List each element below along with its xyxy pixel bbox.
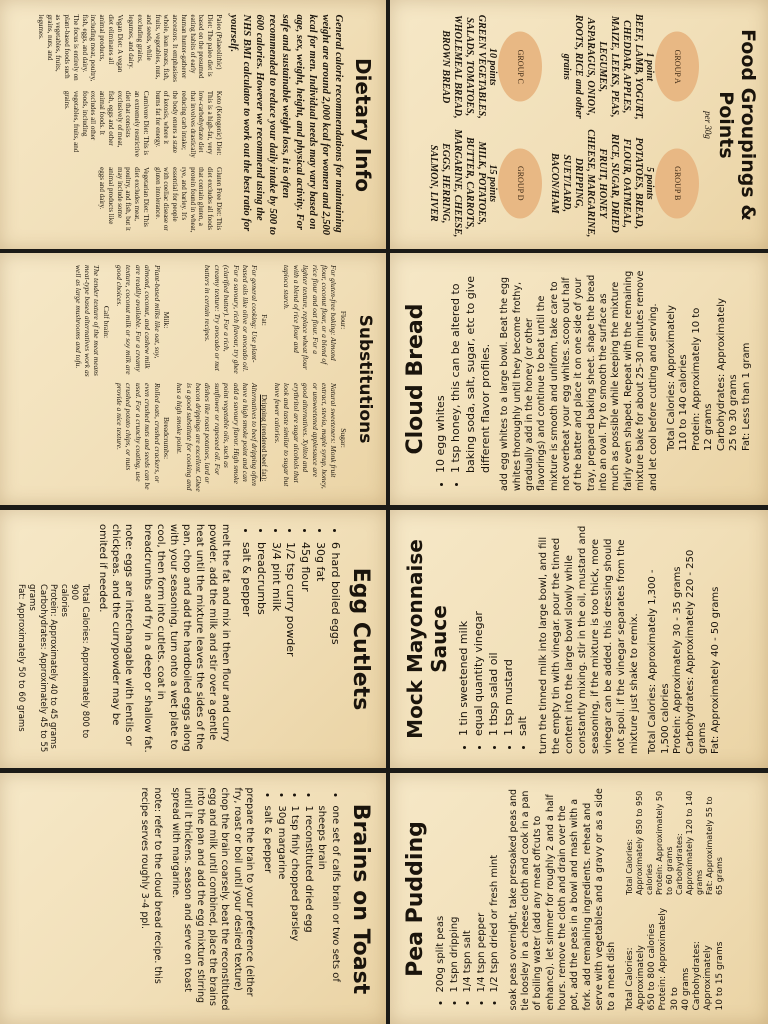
card-egg-cutlets — [0, 510, 386, 768]
diet-vegetarian: Vegetarian Diet: This diet excludes meat, poultry, and fish, but it may include some animal products like eggs and dairy. — [98, 166, 150, 231]
ingredient-item: • 1 tsp honey, this can be altered to baking soda, salt, sugar, etc to give different flavor profiles. — [449, 267, 494, 473]
nutrition-line: Carbohydrates: Approximately 45 to 55 — [37, 584, 48, 753]
mock-mayonnaise-nutrition — [647, 524, 722, 754]
pea-pudding-nutrition — [625, 903, 726, 1011]
diet-col-3 — [36, 167, 223, 235]
group-b-badge: GROUP B — [655, 148, 699, 218]
pea-pudding-nutrition-row — [625, 787, 726, 1010]
subs-dripping-heading: Dripping (rendered beef fat): — [259, 394, 269, 482]
subs-dripping — [175, 383, 269, 493]
ingredient-item: • 10 egg whites — [434, 267, 449, 473]
brains-on-toast-content — [3, 775, 383, 1022]
subs-breadcrumbs-text: Rolled oats, crushed crackers, or even crushed nuts and seeds can be used. For a crunchy coating, use crushed potato chips, or nuts provide a nice texture. — [115, 383, 162, 490]
ingredient-item: • 45g flour — [297, 542, 312, 754]
brains-on-toast-ingredients — [261, 805, 342, 1010]
subs-fat-text: For general cooking: Use plant-based oils like olive or avocado oil. For a savoury, rich flavour, try ghee (clarified butter). For a rich, creamy texture: Try avocado or nut butters in certain recipes. — [203, 265, 260, 374]
nutrition-line: 110 to 140 calories — [678, 354, 690, 451]
brains-on-toast-note: note: refer to the cloud bread recipe. this recipe serves roughly 3-4 ppl. — [139, 787, 163, 984]
group-d — [427, 129, 542, 238]
diet-keto: Keto (Ketogenic) Diet: This is a high-fat, very low-carbohydrate diet that involves drastically reducing carb intake; the body enters a state of ketosis, where it burns fat for energy. — [153, 90, 223, 158]
group-a-points: 1 point — [644, 51, 655, 81]
cloud-bread-nutrition — [666, 267, 754, 491]
nutrition-line: Carbohydrates: Approximately — [715, 298, 727, 451]
groups-row-2 — [427, 12, 542, 237]
food-groupings-title: Food Groupings & Points — [715, 28, 759, 221]
substitutions-content — [3, 255, 383, 503]
diet-carnivore: Carnivore Diet: This is an extremely restrictive diet that consists exclusively of meat, fish, eggs and other animal foods. It excludes all other foods, including vegetables, fruits, and grains. — [63, 90, 150, 157]
ingredient-item: • 1 tin sweetened milk — [457, 524, 472, 736]
subs-milk-heading: Milk: — [162, 311, 171, 329]
nutrition-line: grams — [697, 722, 709, 754]
egg-cutlets-ingredients — [238, 542, 342, 754]
ingredient-item: • 1 tspn dripping — [448, 787, 462, 992]
substitutions-title: Substitutions — [355, 314, 375, 444]
group-d-foods: MILK, POTATOES, BUTTER, CARROTS, MARGARINE, CHEESE, EGGS, HERRING, SALMON, LIVER — [428, 128, 487, 237]
ingredient-item: • 1 tbsp salad oil — [487, 524, 502, 736]
ingredient-item: • 1 tsp finly chopped parsley — [288, 805, 302, 1010]
nutrition-line: Total Calories: Approximately — [665, 305, 677, 451]
cloud-bread-ingredients — [434, 267, 493, 473]
nutrition-line: Protein: Approximately 30 - 35 grams — [672, 566, 684, 754]
nutrition-line: Fat: Approximately 55 to 65 grams — [704, 796, 724, 895]
cloud-bread-content — [393, 255, 765, 503]
diet-gluten: Gluten Free Diet: This diet excludes all foods that contain gluten, a protein found in wheat, rye, and barley. It's essential for people with coeliac disease or gluten intolerance. — [153, 166, 223, 232]
subs-calf-heading: Calf brain: — [101, 305, 111, 339]
nutrition-line: Total Calories: Approximately 850 to 950 — [624, 790, 644, 895]
nutrition-line: Carbohydrates: Approximately — [692, 940, 714, 1010]
egg-cutlets-nutrition — [16, 524, 90, 754]
subs-calf-text: The tender texture of the meat means meat-type based alternatives work as well as large mushrooms and tofu. — [73, 265, 102, 377]
egg-cutlets-content — [3, 512, 383, 766]
group-a-badge: GROUP A — [655, 31, 699, 101]
nutrition-line: Protein: Approximately 40 to 45 grams — [48, 584, 59, 749]
mock-mayonnaise-ingredients — [457, 524, 531, 736]
group-b-points: 5 points — [644, 166, 655, 199]
groups-row-1 — [548, 12, 699, 237]
subs-row-3 — [115, 265, 171, 493]
nutrition-line: calories — [58, 584, 69, 617]
diet-col-1 — [36, 14, 223, 82]
card-cloud-bread — [390, 253, 768, 505]
nutrition-line: 40 grams — [680, 967, 691, 1010]
nutrition-line: 1,500 calories — [659, 683, 671, 754]
ingredient-item: • 3/4 pint milk — [268, 542, 283, 754]
egg-cutlets-note: note: eggs are interchangable with lentils or chickpeas. and the currypowder may be omited if needed. — [97, 524, 135, 746]
pea-pudding-content — [393, 775, 765, 1022]
brains-on-toast-method: prepare the brain to your preference (either fry, roast or boil until your desired texture) chop the brain coarsely. beat the reconstituted egg and milk until combined, place the brains into the pan and add the egg mixture stirring until it thickens. season and serve on toast spread with margarine. — [169, 787, 255, 1010]
card-pea-pudding — [390, 773, 768, 1024]
diet-col-2 — [36, 90, 223, 158]
nutrition-line: Fat: Less than 1 gram — [740, 342, 752, 451]
nutrition-line: Total Calories: Approximately 1,300 - — [647, 569, 659, 754]
subs-milk — [115, 265, 171, 375]
dietary-intro: General calorie recommendations for maintaining weight are around 2,000 kcal for women and 2,500 kcal for men. Individual needs may vary based on age, sex, weight, height, and physical activity. For safe and sustainable weight loss, it is often recommended to reduce your daily intake by 500 to 600 calories. However we recommend using the NHS BMI calculator to work out the best ratio for yourself. — [228, 14, 344, 235]
subs-flour-heading: Flour: — [338, 310, 348, 330]
subs-breadcrumbs — [115, 383, 171, 493]
subs-dripping-text: Alternatives to beef dripping often have a high smoke point and can add a savoury flavor. High smoke point vegetable oils, such as sunflower or rapeseed oil. For dishes like roast potatoes, lard or bacon drippings are excellent. Ghee is a good substitute for cooking and has a high smoke point. — [175, 383, 260, 492]
mock-mayonnaise-method: turn the tinned milk into large bowl, and fill the empty tin with vinegar. pour the tinned content into the large bowl slowly while constantly mixing. stir in the oil, mustard and seasoning, if the mixture is too thick, more vinegar can be added. this dressing should not spoil. if the vinegar separates from the mixture just shake to remix. — [538, 525, 641, 754]
mock-mayonnaise-content — [393, 512, 765, 766]
group-c-badge: GROUP C — [498, 31, 542, 101]
dietary-info-content — [3, 2, 383, 247]
nutrition-line: 10 to 15 grams — [714, 941, 725, 1010]
nutrition-line: Fat: Approximately 40 - 50 grams — [709, 586, 721, 754]
subs-flour — [273, 265, 348, 375]
group-a — [548, 12, 699, 121]
ingredient-item: • 200g split peas — [434, 787, 448, 992]
card-substitutions — [0, 253, 386, 505]
ingredient-item: • 1/2 tsp curry powder — [283, 542, 298, 754]
pea-pudding-method: soak peas overnight, take presoaked peas and tie loosley in a cheese cloth and cook in a pan of boiling water (add any meat offcuts to enhance). let simmer for roughly 2 and a half hours. remove the cloth and drain over the pot, add the peas in a bowl and mash with a fork. add remaining ingredients. reheat and serve with vegetables and a gravy or as a side to a meat dish — [507, 787, 618, 1010]
group-c-foods: GREEN VEGETABLES, SALADS, TOMATOES, WHOLEMEAL BREAD, BROWN BREAD — [440, 14, 487, 119]
nutrition-line: Carbohydrates: Approximately 120 to 140 — [674, 790, 694, 895]
group-b-foods: POTATOES, BREAD, FLOUR, OATMEAL, RICE, SUGAR, DRIED FRUIT, HONEY CHEESE, MARGARINE, DRIPPING, SUET/LARD, BACON/HAM — [549, 128, 644, 237]
nutrition-line: 12 grams — [703, 403, 715, 451]
group-c-points: 10 points — [487, 47, 498, 85]
card-dietary-info — [0, 0, 386, 249]
ingredient-item: • 6 hard boiled eggs — [327, 542, 342, 754]
cloud-bread-method: add egg whites to a large bowl. Beat the egg whites thoroughly until they become frothy, gradually add in the honey (or other flavorings) and continue to beat until the mixture is smooth and uniform, take care to not overbeat your egg whites. scoop out half of the batter and place it on one side of your tray, prepared baking sheet. shape the bread into an oval. Try to smooth the surface as much as possible while keeping the mixture fairly even shaped. Repeat with the remaining mixture bake for about 25-30 minutes remove and let cool before cutting and serving. — [499, 270, 659, 491]
card-food-groupings — [390, 0, 768, 249]
ingredient-item: • one set of calfs brain or two sets of sheeps brain — [315, 805, 342, 1010]
diet-vegan: Vegan Diet: A vegan diet eliminates all animal products, including meat, poultry, fish, eggs, and dairy. The focus is entirely on plant-based foods such as vegetables, fruits, grains, nuts, and legumes. — [36, 14, 124, 81]
ingredient-item: • 30g margarine — [275, 805, 289, 1010]
egg-cutlets-title: Egg Cutlets — [348, 567, 373, 711]
ingredient-item: • 1/4 tspn salt — [461, 787, 475, 992]
nutrition-line: Protein: Approximately 30 to — [658, 907, 680, 1010]
ingredient-item: • equal quantity vinegar — [472, 524, 487, 736]
nutrition-line: Carbohydrates: Approximately 220 - 250 — [684, 549, 696, 754]
ingredient-item: • 1/4 tspn pepper — [475, 787, 489, 992]
subs-row-1 — [273, 265, 348, 493]
group-c — [427, 12, 542, 121]
nutrition-line: grams — [694, 869, 704, 895]
group-b — [548, 129, 699, 238]
brains-on-toast-title: Brains on Toast — [348, 803, 373, 994]
card-brains-on-toast — [0, 773, 386, 1024]
ingredient-item: • salt & pepper — [261, 805, 275, 1010]
ingredient-item: • salt & pepper — [238, 542, 253, 754]
group-d-points: 15 points — [487, 163, 498, 202]
nutrition-line: Protein: Approximately 10 to — [690, 307, 702, 451]
ingredient-item: • salt — [516, 524, 531, 736]
pea-pudding-title: Pea Pudding — [403, 820, 428, 977]
subs-fat — [175, 265, 269, 375]
card-mock-mayonnaise — [390, 510, 768, 768]
per-30g-label: per 30g — [703, 110, 713, 139]
subs-sugar-heading: Sugar: — [338, 428, 348, 448]
nutrition-line: 25 to 30 grams — [728, 374, 740, 451]
nutrition-line: Fat: Approximately 50 to 60 grams — [16, 584, 27, 732]
subs-flour-text: For gluten-free baking: Almond flour, coconut flour, or a blend of rice flour and oat flour. For a lighter texture, replace wheat flour with a blend of rice flour and tapioca starch. — [282, 265, 339, 370]
group-d-badge: GROUP D — [498, 148, 542, 218]
group-a-foods: BEEF, LAMB, YOGURT, CHEDDAR, APPLES, MAIZE, LEEKS, PEAS, LEGUMES, ASPARAGUS, ONION, ROOTS, RICE and other grains — [561, 13, 644, 120]
subs-row-2 — [175, 265, 269, 493]
brains-on-toast-nutrition — [625, 787, 726, 895]
subs-milk-text: Plant-based milks like oat, soy, almond, coconut, and cashew milk are readily available. For a creamy texture, coconut milk or soy milk are good choices. — [115, 265, 162, 375]
nutrition-line: Total Calories: Approximately 800 to 900 — [69, 584, 91, 739]
egg-cutlets-method: melt the fat and mix in then flour and curry powder. add the milk and stir over a gentle heat until the mixture leaves the sides of the pan, chop and add the hardboiled eggs along with your seasoning, turn onto a wet plate to cool, then form into cutlets. coat in breadcrumbs and fry in a deep or shallow fat. — [142, 524, 232, 753]
ingredient-item: • breadcrumbs — [253, 542, 268, 754]
subs-breadcrumbs-heading: Breadcrumbs: — [162, 416, 171, 460]
pea-pudding-ingredients — [434, 787, 502, 992]
subs-calf — [73, 265, 111, 379]
mock-mayonnaise-title: Mock Mayonnaise Sauce — [403, 539, 451, 739]
nutrition-line: grams — [26, 584, 37, 611]
ingredient-item: • 1 tsp mustard — [502, 524, 517, 736]
diet-paleo: Paleo (Palaeolithic) Diet: The paleo diet is based on the presumed eating habits of early human hunter-gatherer ancestors. It emphasises whole, lean meats, fish, fruits, vegetables, nuts, and seeds, while excluding grains, legumes, and dairy. — [127, 14, 223, 82]
dietary-info-title: Dietary Info — [351, 57, 375, 192]
ingredient-item: • 1/2 tspn dried or fresh mint — [488, 787, 502, 992]
cloud-bread-title: Cloud Bread — [403, 303, 428, 455]
subs-fat-heading: Fat: — [259, 314, 269, 326]
nutrition-line: Protein: Approximately 50 to 60 grams — [654, 790, 674, 895]
nutrition-line: calories — [644, 863, 654, 895]
nutrition-line: 650 to 800 calories — [647, 923, 658, 1010]
diet-columns — [36, 14, 223, 235]
subs-sugar-text: Natural sweeteners: Monk fruit extract, stevia, maple syrup, honey, or unsweetened applesauce are good alternatives. Xylitol and erythritol are sugar alcohols that look and taste similar to sugar but have fewer calories. — [273, 383, 339, 489]
subs-sugar — [273, 383, 348, 493]
nutrition-line: Total Calories: Approximately — [624, 944, 646, 1010]
ingredient-item: • 30g fat — [312, 542, 327, 754]
food-groupings-content — [393, 2, 765, 247]
ingredient-item: • 1 reconstituted dried egg — [302, 805, 316, 1010]
